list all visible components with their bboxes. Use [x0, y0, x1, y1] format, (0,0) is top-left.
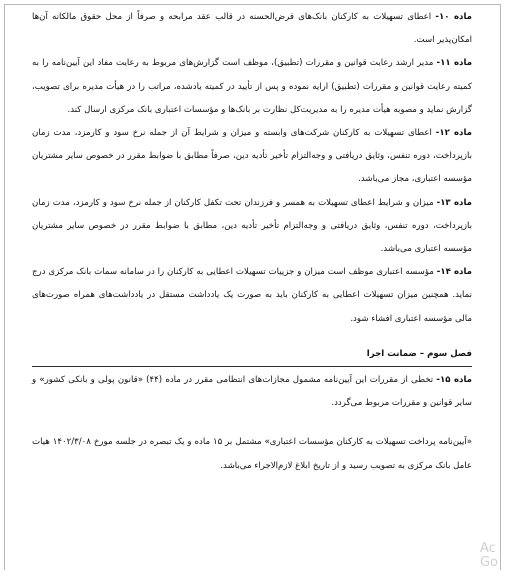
article-text: مدیر ارشد رعایت قوانین و مقررات (تطبیق)، موظف است گزارش‌های مربوط به رعایت مفاد این آیین‌نامه را به کمیته رعایت قوانین و مقررات (تطبیق) ارایه نموده و پس از تأیید در کمیته یادشده، مراتب را در هیأت مدیره برای تصویب، گزارش نماید و مصوبه هیأت مدیره را به مدیریت‌کل نظارت بر بانک‌ها و مؤسسات اعتباری بانک مرکزی ارسال کند. — [32, 58, 472, 115]
article — [32, 192, 472, 262]
article — [32, 369, 472, 415]
article-number: ماده ۱۱- — [436, 58, 473, 69]
articles-group-1 — [32, 6, 472, 331]
closing-paragraph: «آیین‌نامه پرداخت تسهیلات به کارکنان مؤسسات اعتباری» مشتمل بر ۱۵ ماده و یک تبصره در جلسه مورخ ۱۴۰۲/۳/۰۸ هیات عامل بانک مرکزی به تصویب رسید و از تاریخ ابلاغ لازم‌الاجراء می‌باشد. — [32, 437, 472, 471]
article — [32, 52, 472, 122]
watermark-label: Ac Go — [479, 541, 498, 570]
article-number: ماده ۱۳- — [436, 197, 472, 208]
document-page — [32, 6, 472, 478]
section-title: فصل سوم – ضمانت اجرا — [366, 348, 472, 359]
article-number: ماده ۱۴- — [436, 267, 472, 278]
article-text: اعطای تسهیلات به کارکنان بانک‌های قرض‌الحسنه در قالب عقد مرابحه و صرفاً از محل حقوق مالکانه آن‌ها امکان‌پذیر است. — [32, 12, 472, 46]
article-number: ماده ۱۲- — [435, 128, 472, 139]
article-number: ماده ۱۰- — [435, 12, 472, 22]
articles-group-2 — [32, 369, 472, 415]
article — [32, 261, 472, 331]
article-text: مؤسسه اعتباری موظف است میزان و جزییات تسهیلات اعطایی به کارکنان را در سامانه سمات بانک مرکزی درج نماید. همچنین میزان تسهیلات اعطایی به کارکنان باید به صورت یک یادداشت مستقل در یادداشت‌های همراه صورت‌های مالی مؤسسه اعتباری افشاء شود. — [32, 267, 472, 324]
article — [32, 6, 472, 52]
article — [32, 122, 472, 192]
article-text: تخطی از مقررات این آیین‌نامه مشمول مجازات‌های انتظامی مقرر در ماده (۴۴) «قانون پولی و بانکی کشور» و سایر قوانین و مقررات مربوط می‌گردد. — [32, 375, 472, 409]
section-underline — [32, 366, 472, 367]
article-text: اعطای تسهیلات به کارکنان شرکت‌های وابسته و میزان و شرایط آن از جمله نرخ سود و کارمزد، مدت زمان بازپرداخت، دوره تنفس، وثایق دریافتی و وجه‌التزام تأخیر تأدیه دین، صرفاً مطابق با ضوابط مقرر در خصوص سایر مشتریان مؤسسه اعتباری، مجاز می‌باشد. — [32, 128, 472, 185]
article-text: میزان و شرایط اعطای تسهیلات به همسر و فرزندان تحت تکفل کارکنان از جمله نرخ سود و کارمزد، مدت زمان بازپرداخت، دوره تنفس، وثایق دریافتی و وجه‌التزام تأخیر تأدیه دین، مطابق با ضوابط مقرر در خصوص سایر مشتریان مؤسسه اعتباری می‌باشد. — [32, 197, 472, 255]
article-number: ماده ۱۵- — [436, 375, 472, 386]
watermark-text — [480, 542, 498, 570]
